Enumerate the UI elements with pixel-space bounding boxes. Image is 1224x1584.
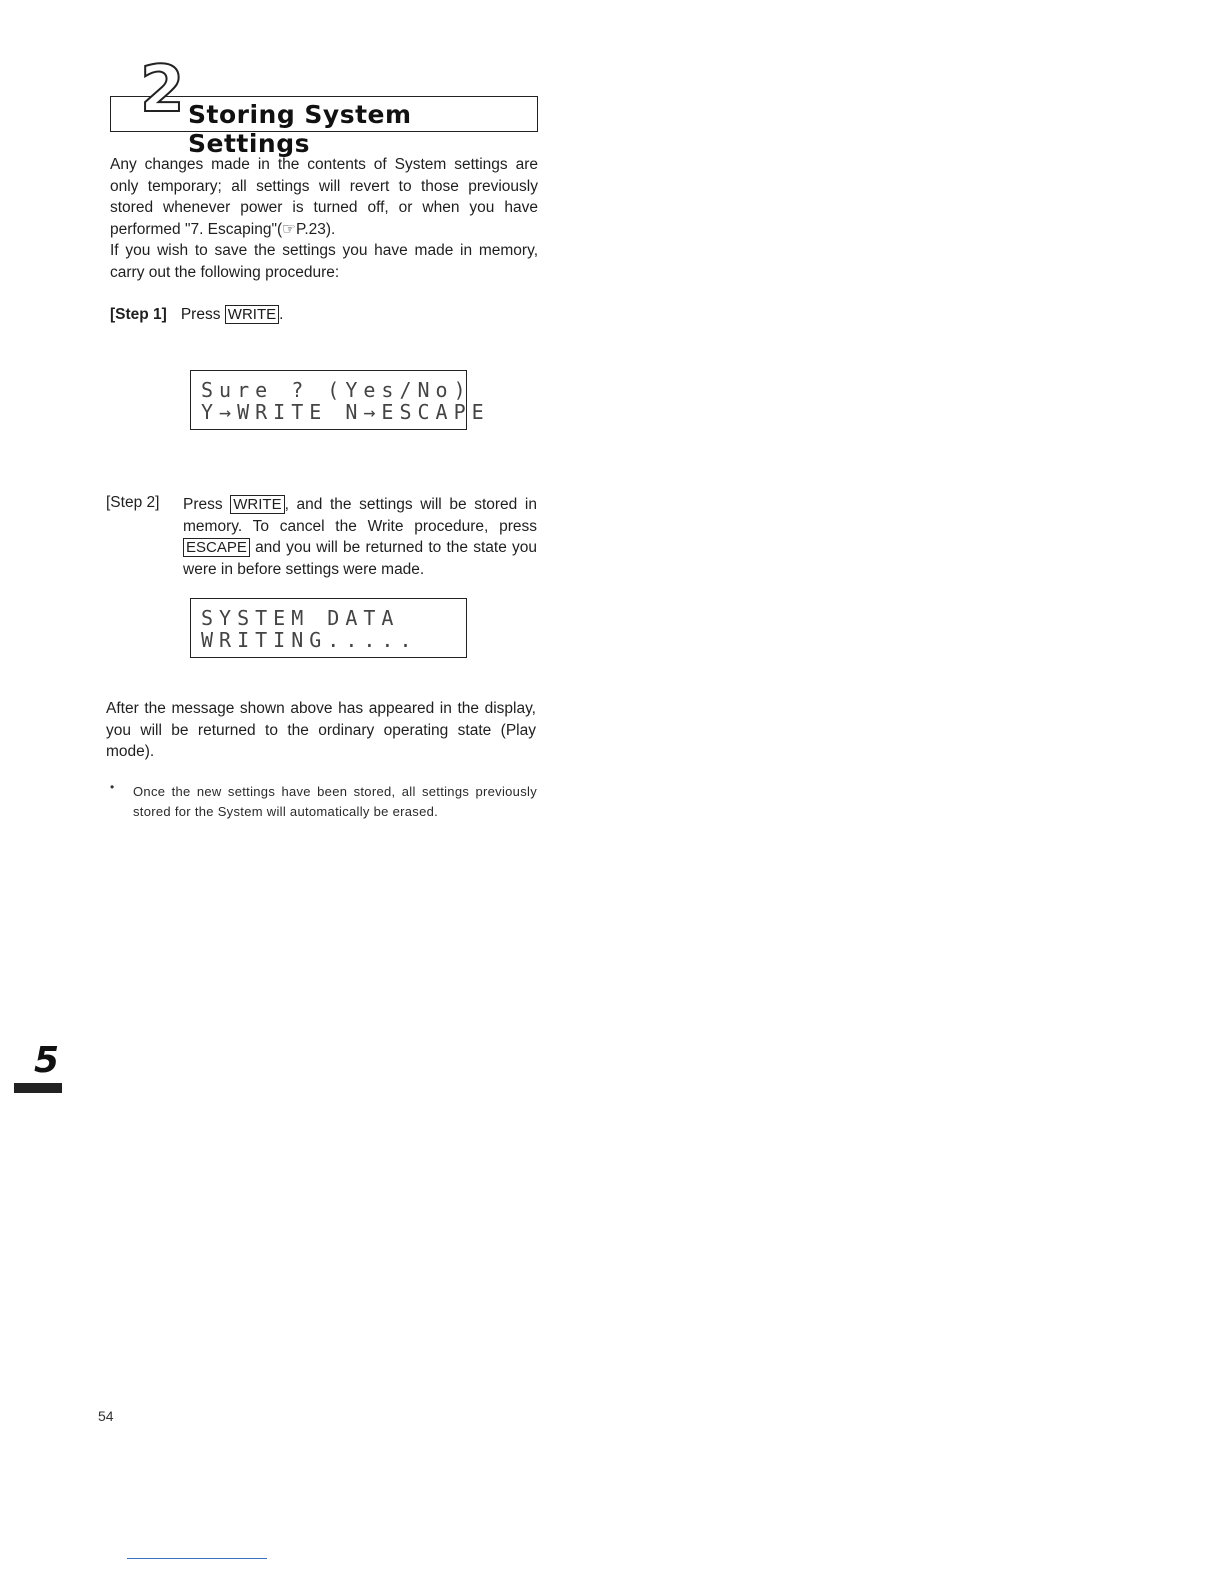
step-2-end: and you will be returned to the state you were in before settings were made.: [183, 539, 537, 578]
step-1-label: [Step 1]: [110, 306, 167, 323]
after-text: After the message shown above has appeared in the display, you will be returned to the ordinary operating state (Play mode).: [106, 700, 536, 760]
note-text: Once the new settings have been stored, all settings previously stored for the System will automatically be erased.: [133, 784, 537, 819]
intro-text: [110, 154, 538, 283]
page-title: Storing System Settings: [188, 100, 412, 158]
write-key: WRITE: [230, 495, 284, 514]
lcd-line-1: Sure ? (Yes/No): [201, 378, 472, 402]
lcd-display-confirm: [190, 370, 490, 430]
lcd-line-1: SYSTEM DATA: [201, 606, 400, 630]
lcd-display-writing: [190, 598, 467, 658]
step-2-press: Press: [183, 496, 223, 513]
intro-paragraph-2: If you wish to save the settings you have made in memory, carry out the following procedure:: [110, 242, 538, 281]
note-bullet: •: [110, 780, 115, 794]
chapter-number: 5: [34, 1040, 60, 1081]
step-2-middle: , and the settings will be stored in memory. To cancel the Write procedure, press: [183, 496, 537, 535]
step-1-period: .: [279, 306, 284, 323]
chapter-mark: [14, 1040, 64, 1100]
chapter-bar: [14, 1083, 62, 1093]
intro-paragraph: Any changes made in the contents of System settings are only temporary; all settings will revert to those previously stored whenever power is turned off, or when you have performed "7. Escaping"(☞P.23).: [110, 156, 538, 238]
lcd-line-2: Y→WRITE N→ESCAPE: [201, 400, 490, 424]
section-number: 2: [140, 53, 185, 127]
step-1-text: Press: [180, 306, 221, 323]
step-1: [110, 305, 283, 324]
lcd-line-2: WRITING.....: [201, 628, 418, 652]
step-2-label: [Step 2]: [106, 494, 160, 511]
page-number: 54: [98, 1408, 114, 1424]
section-header: [110, 53, 540, 158]
escape-key: ESCAPE: [183, 538, 250, 557]
bottom-rule: [127, 1558, 267, 1559]
step-2-text: [183, 494, 537, 580]
write-key: WRITE: [225, 305, 279, 324]
